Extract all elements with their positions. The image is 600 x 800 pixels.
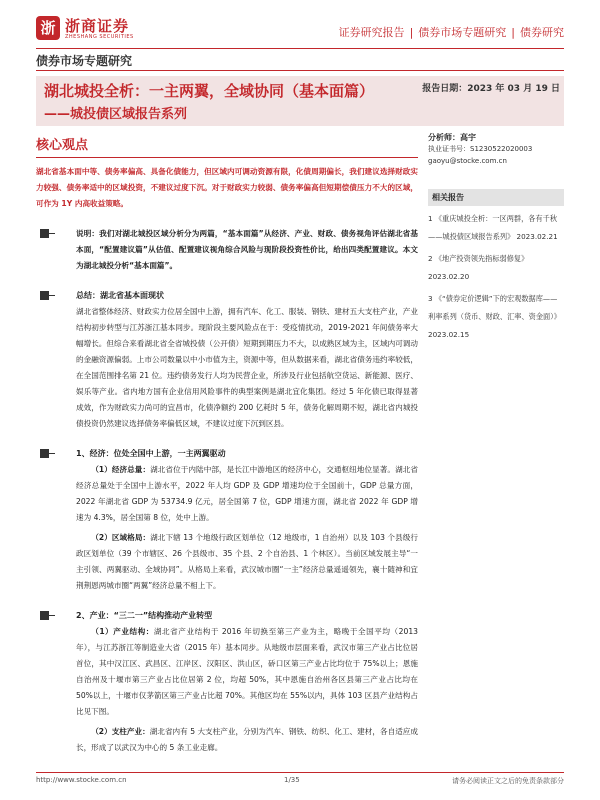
- note-section: [36, 226, 418, 274]
- square-bullet-icon: [40, 449, 49, 458]
- summary-heading: 总结：湖北省基本面现状: [76, 291, 164, 300]
- note-lead: 说明：: [76, 229, 100, 238]
- logo-english: ZHESHANG SECURITIES: [65, 34, 134, 40]
- related-reports-heading: 相关报告: [428, 189, 564, 206]
- logo-name: 浙商证券: [65, 17, 130, 35]
- header-report-tags: 证券研究报告 | 债券市场专题研究 | 债券研究: [338, 26, 564, 39]
- core-summary: 湖北省基本面中等、债务率偏高、具备化债能力，但区域内可调动资源有限，化债周期偏长，我们建议选择财政实力较强、债务率适中的区域投资，不建议过度下沉。对于财政实力较弱、债务率偏高但短期偿债压力不大的区域，可作为 1Y 内高收益策略。: [36, 167, 418, 208]
- analyst-email[interactable]: gaoyu@stocke.com.cn: [428, 157, 507, 165]
- pillar-industry-text: 湖北省内有 5 大支柱产业，分别为汽车、钢铁、纺织、化工、建材，各自适应成长，形成了以武汉为中心的 5 条工业走廊。: [76, 727, 418, 752]
- industry-structure-lead: （1）产业结构：: [91, 627, 154, 636]
- square-bullet-icon: [40, 291, 49, 300]
- related-report-item[interactable]: 2 《地产投资领先指标弱修复》 2023.02.20: [428, 254, 529, 281]
- summary-text: 湖北省整体经济、财政实力位居全国中上游，拥有汽车、化工、服装、钢铁、建材五大支柱产业，产业结构初步转型与江苏浙江基本同步。现阶段主要风险点在于：受疫情扰动，2019-2021 年间债务率大幅增长。但综合来看湖北省全省城投债（公开债）短期到期压力不大，以成熟区域为主，区域内可调动的金融资源偏弱。上市公司数量以中小市值为主，资源中等，但从数据来看，湖北省债务违约率较低，在全国范围排名第 21 位。违约债务发行人均为民营企业，所涉及行业包括航空货运、新能源、医疗、娱乐等产业。省内地方国有企业信用风险事件的典型案例是湖北宜化集团。经过 5 年化债已取得显著成效，作为财政实力尚可的宜昌市，化债净额约 200 亿耗时 5 年，债务化解周期不短，湖北省内城投债投资仍然建议选择债务率偏低区域，不建议过度下沉到区县。: [76, 307, 418, 428]
- pillar-industry-lead: （2）支柱产业：: [91, 727, 150, 736]
- footer-url[interactable]: http://www.stocke.com.cn: [36, 776, 127, 784]
- disclaimer-note: 请务必阅读正文之后的免责条款部分: [452, 777, 564, 785]
- tag-securities-research: 证券研究报告: [338, 26, 405, 39]
- header-divider: [36, 48, 564, 49]
- region-pattern-text: 湖北下辖 13 个地级行政区划单位（12 地级市，1 自治州）以及 103 个县级行政区划单位（39 个市辖区、26 个县级市、35 个县、2 个自治县、1 个林区）。当前区域发展主导“一主引领、两翼驱动、全域协同”。从格局上来看，武汉城市圈“一主”经济总量遥遥领先，襄十随神和宜荆荆恩两城市圈“两翼”经济总量不相上下。: [76, 533, 418, 590]
- report-title: 湖北城投全析：一主两翼，全域协同（基本面篇）: [44, 82, 375, 100]
- brand-logo: [36, 14, 146, 44]
- report-date: 报告日期：2023 年 03 月 19 日: [422, 84, 560, 94]
- industry-structure-text: 湖北省产业结构于 2016 年切换至第三产业为主，略晚于全国平均（2013 年），与江苏浙江等制造业大省（2015 年）基本同步。从地级市层面来看，武汉市第三产业占比位居首位，其中汉江区、武昌区、江岸区、汉阳区、洪山区，硚口区第三产业占比均位于 75%以上；恩施自治州及十堰市第三产业占比位居第 2 位，均超 50%，其中恩施自治州各区县第三产业占比均在 50%以上，十堰市仅茅箭区第三产业占比超 70%。其他区均在 55%以内，具体 103 区县产业结构占比见下图。: [76, 627, 418, 716]
- industry-heading: 2、产业：“三二一”结构推动产业转型: [76, 611, 213, 620]
- page-number: 1/35: [284, 776, 300, 784]
- industry-section: [36, 608, 418, 756]
- square-bullet-icon: [40, 229, 49, 238]
- economy-total-text: 湖北省位于内陆中部，是长江中游地区的经济中心，交通枢纽地位显著。湖北省经济总量处于全国中上游水平，2022 年人均 GDP 及 GDP 增速均位于全国前十，GDP 总量方面，2022 年湖北省 GDP 为 53734.9 亿元，居全国第 7 位，GDP 增速方面，湖北省 2022 年 GDP 增速为 4.3%，居全国第 8 位，处中上游。: [76, 465, 418, 522]
- economy-heading: 1、经济：位处全国中上游，一主两翼驱动: [76, 449, 226, 458]
- type-divider: [36, 70, 564, 71]
- economy-total-lead: （1）经济总量：: [91, 465, 151, 474]
- report-subtitle: ——城投债区域报告系列: [44, 107, 188, 122]
- core-divider: [36, 157, 418, 158]
- related-report-item[interactable]: 3 《“债券定价逻辑”下的宏观数据库——利率系列（货币、财政、汇率、资金面）》 2023.02.15: [428, 294, 561, 339]
- square-bullet-icon: [40, 611, 49, 620]
- sidebar: [428, 132, 564, 344]
- analyst-cert: 执业证书号：S1230522020003: [428, 145, 533, 153]
- logo-mark-icon: 浙: [36, 16, 60, 40]
- economy-section: [36, 446, 418, 594]
- note-text: 我们对湖北城投区域分析分为两篇，“基本面篇”从经济、产业、财政、债务视角评估湖北省基本面，“配置建议篇”从估值、配置建议视角综合风险与现阶段投资性价比，给出四类配置建议。本文为湖北城投分析“基本面篇”。: [76, 229, 418, 270]
- related-report-item[interactable]: 1 《重庆城投全析：一区两群，各有千秋——城投债区域报告系列》 2023.02.21: [428, 214, 558, 241]
- core-heading: 核心观点: [36, 138, 89, 153]
- summary-section: [36, 288, 418, 432]
- main-content: [36, 132, 418, 756]
- report-type: 债券市场专题研究: [36, 54, 133, 68]
- footer-divider: [36, 772, 564, 773]
- tag-bond-topic: 债券市场专题研究: [418, 26, 507, 39]
- region-pattern-lead: （2）区域格局：: [91, 533, 151, 542]
- analyst-name: 分析师：高宇: [428, 133, 476, 142]
- tag-bond-research: 债券研究: [520, 26, 564, 39]
